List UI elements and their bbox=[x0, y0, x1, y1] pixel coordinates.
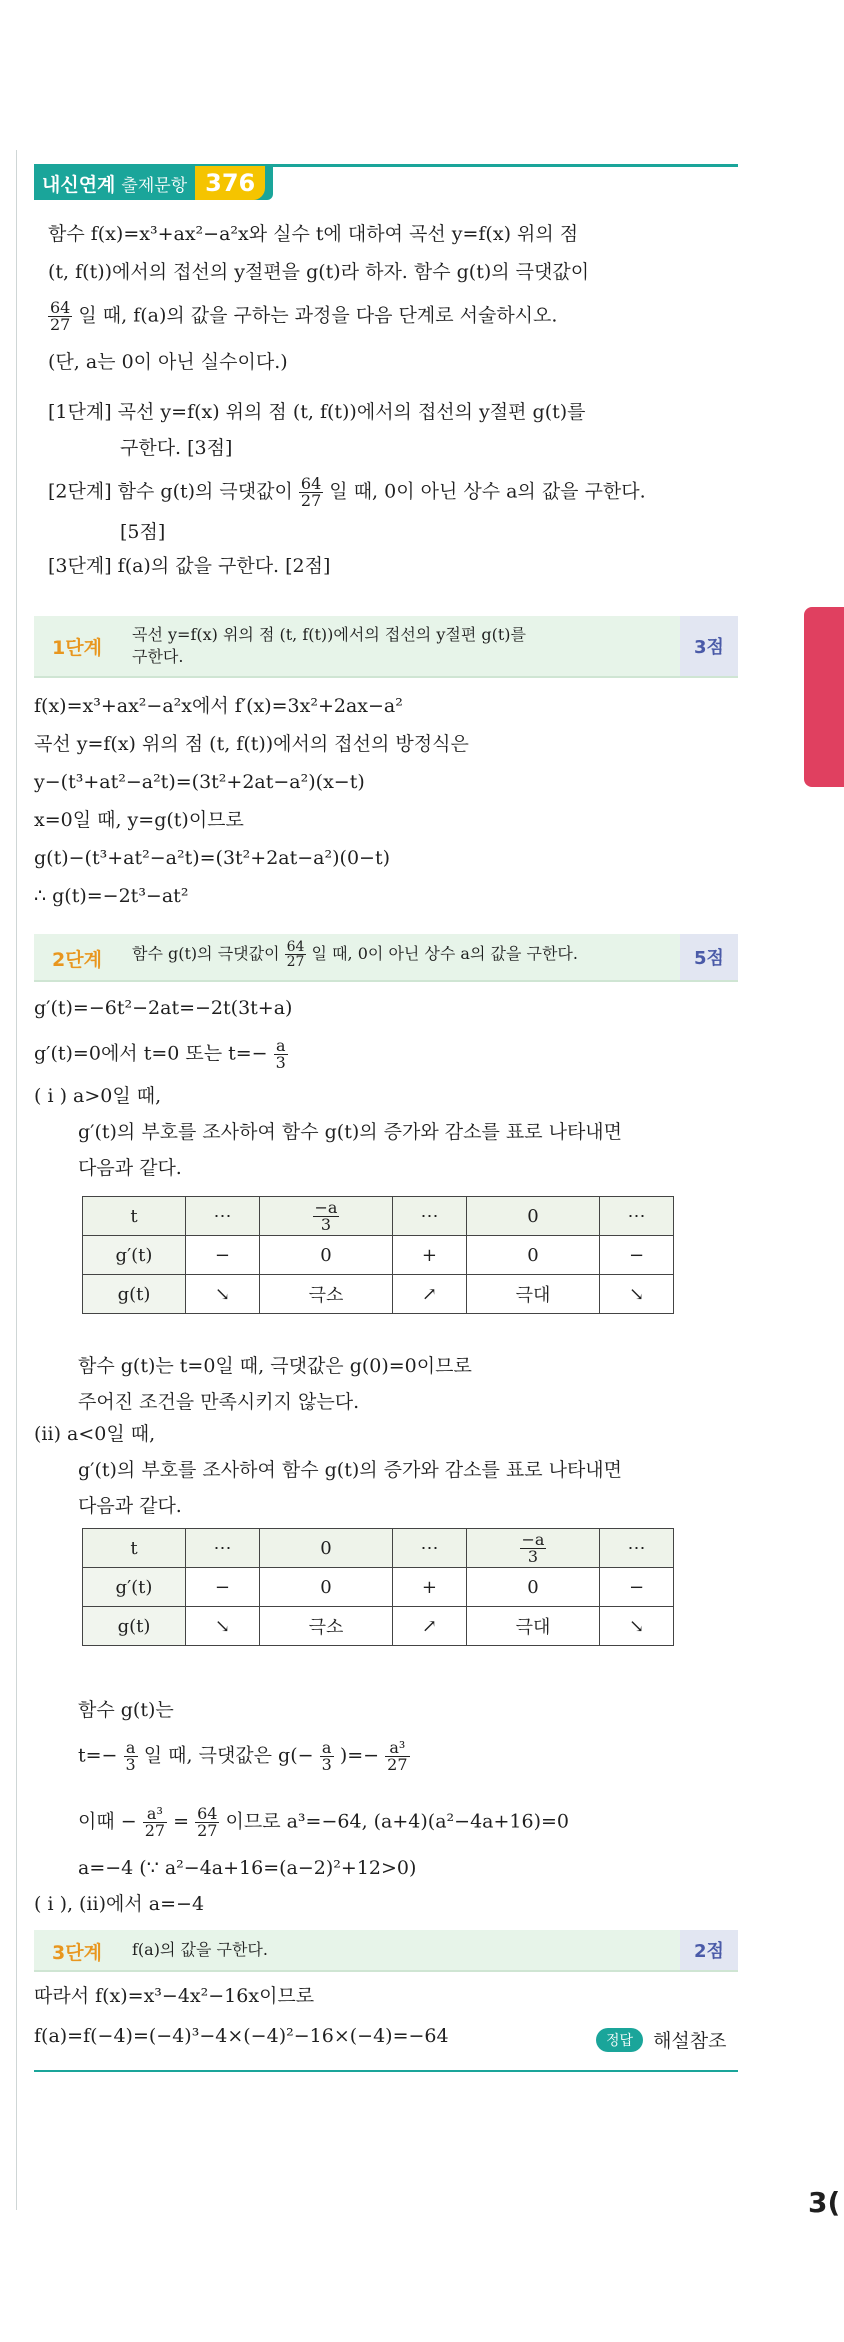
table-row bbox=[83, 1529, 674, 1568]
answer-box bbox=[596, 2026, 726, 2053]
problem-header bbox=[34, 160, 738, 200]
header-subtitle: 출제문항 bbox=[121, 175, 188, 196]
table-cell: t bbox=[83, 1197, 186, 1236]
page-number: 3( bbox=[808, 2186, 841, 2219]
step1-title-cont: 구한다. bbox=[132, 647, 184, 666]
side-tab bbox=[804, 607, 844, 787]
problem-line-4: (단, a는 0이 아닌 실수이다.) bbox=[48, 351, 288, 373]
table-row bbox=[83, 1197, 674, 1236]
table-row bbox=[83, 1275, 674, 1314]
step2-bar bbox=[34, 934, 738, 982]
case-2-solution: a=−4 (∵ a²−4a+16=(a−2)²+12>0) bbox=[78, 1857, 417, 1879]
stage2-instruction-cont: [5점] bbox=[120, 521, 166, 543]
table-cell: $\frac{-a}{3}$ bbox=[259, 1197, 392, 1236]
table-cell: $\frac{-a}{3}$ bbox=[466, 1529, 599, 1568]
table-cell: g′(t) bbox=[83, 1236, 186, 1275]
step1-line: g(t)−(t³+at²−a²t)=(3t²+2at−a²)(0−t) bbox=[34, 847, 391, 869]
step2-points: 5점 bbox=[680, 934, 738, 980]
sign-table-2 bbox=[82, 1528, 674, 1646]
step2-derivative: g′(t)=−6t²−2at=−2t(3t+a) bbox=[34, 997, 293, 1019]
table-cell: + bbox=[393, 1568, 467, 1607]
page-edge-line bbox=[16, 150, 17, 2210]
table-cell: 0 bbox=[466, 1568, 599, 1607]
table-cell: 극대 bbox=[466, 1607, 599, 1646]
table-cell: 0 bbox=[259, 1529, 392, 1568]
case-1-heading: ( i ) a>0일 때, bbox=[34, 1085, 162, 1107]
case-2-desc-cont: 다음과 같다. bbox=[78, 1495, 182, 1517]
step3-bar bbox=[34, 1930, 738, 1972]
table-row bbox=[83, 1568, 674, 1607]
answer-pill: 정답 bbox=[596, 2028, 643, 2052]
case-2-heading: (ii) a<0일 때, bbox=[34, 1423, 156, 1445]
table-cell: ↘ bbox=[186, 1607, 260, 1646]
table-cell: ⋯ bbox=[393, 1197, 467, 1236]
table-cell: − bbox=[600, 1236, 674, 1275]
stage1-instruction-cont: 구한다. [3점] bbox=[120, 437, 233, 459]
case-2-desc: g′(t)의 부호를 조사하여 함수 g(t)의 증가와 감소를 표로 나타내면 bbox=[78, 1459, 623, 1481]
table-cell: g′(t) bbox=[83, 1568, 186, 1607]
step3-points: 2점 bbox=[680, 1930, 738, 1970]
table-cell: ↗ bbox=[393, 1275, 467, 1314]
answer-text: 해설참조 bbox=[653, 2030, 727, 2052]
stage1-instruction: [1단계] 곡선 y=f(x) 위의 점 (t, f(t))에서의 접선의 y절편 g(t)를 bbox=[48, 401, 586, 423]
stage3-instruction: [3단계] f(a)의 값을 구한다. [2점] bbox=[48, 555, 331, 577]
problem-line-3: $\frac{64}{27}$ 일 때, f(a)의 값을 구하는 과정을 다음 단계로 서술하시오. bbox=[50, 298, 558, 334]
table-cell: 극소 bbox=[259, 1607, 392, 1646]
case-2-max: t=− $\frac{a}{3}$ 일 때, 극댓값은 g(− $\frac{a}{3}$ )=− $\frac{\text{a³}}{27}$ bbox=[78, 1738, 408, 1774]
problem-line-1: 함수 f(x)=x³+ax²−a²x와 실수 t에 대하여 곡선 y=f(x) 위의 점 bbox=[48, 223, 579, 245]
step3-title: f(a)의 값을 구한다. bbox=[132, 1940, 268, 1959]
case-2-result: 함수 g(t)는 bbox=[78, 1699, 174, 1721]
table-cell: ↘ bbox=[186, 1275, 260, 1314]
step1-line: y−(t³+at²−a²t)=(3t²+2at−a²)(x−t) bbox=[34, 771, 365, 793]
step2-conclusion: ( i ), (ii)에서 a=−4 bbox=[34, 1893, 205, 1915]
step3-line-1: 따라서 f(x)=x³−4x²−16x이므로 bbox=[34, 1985, 315, 2007]
step2-label: 2단계 bbox=[52, 949, 102, 971]
fraction-64-27: $\frac{64}{27}$ bbox=[50, 298, 71, 334]
step1-line: ∴ g(t)=−2t³−at² bbox=[34, 885, 189, 907]
table-cell: − bbox=[186, 1236, 260, 1275]
table-cell: 0 bbox=[259, 1236, 392, 1275]
case-1-result-cont: 주어진 조건을 만족시키지 않는다. bbox=[78, 1391, 360, 1413]
step2-title: 함수 g(t)의 극댓값이 $\frac{64}{27}$ 일 때, 0이 아닌 상수 a의 값을 구한다. bbox=[132, 939, 578, 970]
table-cell: 0 bbox=[466, 1236, 599, 1275]
table-cell: g(t) bbox=[83, 1607, 186, 1646]
step1-points: 3점 bbox=[680, 616, 738, 676]
table-cell: g(t) bbox=[83, 1275, 186, 1314]
bottom-rule bbox=[34, 2070, 738, 2072]
step1-bar bbox=[34, 616, 738, 678]
table-cell: 0 bbox=[259, 1568, 392, 1607]
table-cell: ⋯ bbox=[393, 1529, 467, 1568]
step2-critical-points: g′(t)=0에서 t=0 또는 t=− $\frac{a}{3}$ bbox=[34, 1036, 286, 1072]
step1-label: 1단계 bbox=[52, 637, 102, 659]
table-row bbox=[83, 1607, 674, 1646]
table-row bbox=[83, 1236, 674, 1275]
table-cell: − bbox=[186, 1568, 260, 1607]
table-cell: + bbox=[393, 1236, 467, 1275]
table-cell: 0 bbox=[466, 1197, 599, 1236]
step1-line: x=0일 때, y=g(t)이므로 bbox=[34, 809, 244, 831]
table-cell: 극대 bbox=[466, 1275, 599, 1314]
case-1-result: 함수 g(t)는 t=0일 때, 극댓값은 g(0)=0이므로 bbox=[78, 1355, 472, 1377]
case-2-equation: 이때 − $\frac{\text{a³}}{27}$ = $\frac{64}{27}$ 이므로 a³=−64, (a+4)(a²−4a+16)=0 bbox=[78, 1804, 570, 1840]
table-cell: ⋯ bbox=[600, 1529, 674, 1568]
step1-title: 곡선 y=f(x) 위의 점 (t, f(t))에서의 접선의 y절편 g(t)를 bbox=[132, 625, 526, 644]
table-cell: 극소 bbox=[259, 1275, 392, 1314]
table-cell: ↗ bbox=[393, 1607, 467, 1646]
table-cell: ⋯ bbox=[186, 1197, 260, 1236]
case-1-desc-cont: 다음과 같다. bbox=[78, 1157, 182, 1179]
table-cell: ⋯ bbox=[600, 1197, 674, 1236]
header-badge bbox=[34, 166, 273, 200]
case-1-desc: g′(t)의 부호를 조사하여 함수 g(t)의 증가와 감소를 표로 나타내면 bbox=[78, 1121, 623, 1143]
sign-table-1 bbox=[82, 1196, 674, 1314]
problem-number: 376 bbox=[195, 166, 265, 200]
table-cell: t bbox=[83, 1529, 186, 1568]
step3-label: 3단계 bbox=[52, 1942, 102, 1964]
step1-line: 곡선 y=f(x) 위의 점 (t, f(t))에서의 접선의 방정식은 bbox=[34, 733, 469, 755]
problem-line-2: (t, f(t))에서의 접선의 y절편을 g(t)라 하자. 함수 g(t)의 극댓값이 bbox=[48, 261, 590, 283]
table-cell: − bbox=[600, 1568, 674, 1607]
stage2-instruction: [2단계] 함수 g(t)의 극댓값이 $\frac{64}{27}$ 일 때, 0이 아닌 상수 a의 값을 구한다. bbox=[48, 474, 646, 510]
step1-line: f(x)=x³+ax²−a²x에서 f′(x)=3x²+2ax−a² bbox=[34, 695, 403, 717]
table-cell: ⋯ bbox=[186, 1529, 260, 1568]
header-title: 내신연계 bbox=[42, 173, 116, 196]
table-cell: ↘ bbox=[600, 1275, 674, 1314]
step3-line-2: f(a)=f(−4)=(−4)³−4×(−4)²−16×(−4)=−64 bbox=[34, 2025, 449, 2047]
table-cell: ↘ bbox=[600, 1607, 674, 1646]
